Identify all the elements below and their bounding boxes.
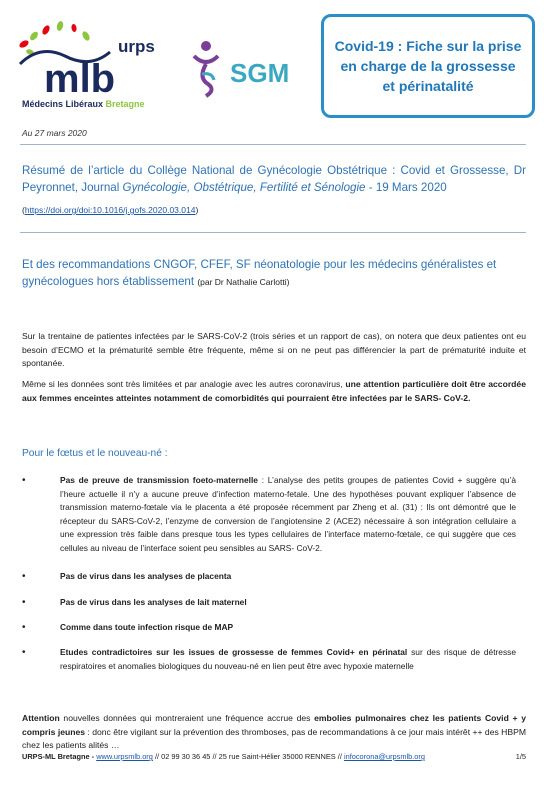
divider <box>20 232 526 233</box>
list-item: • Pas de preuve de transmission foeto-maternelle : L’analyse des petits groupes de patientes Covid + suggère qu’à l’heure actuelle il n’y a aucune preuve d’infection materno-fetale. Une des hypothèses pouvant expliquer l’absence de transmission materno-fœtale via le placenta a été proposée récemment par Zheng et al. (31) : Ils ont démontré que le récepteur du SARS-CoV-2, l’enzyme de conversion de l’angiotensine 2 (ACE2) nécessaire à son intégration cellulaire a une expression très faible dans presque tous les types cellulaires de l’interface materno-fœtale, ce qui suggère que ces cellules au niveau de l’interface soient peu sensibles au SARS- CoV-2. <box>22 475 517 553</box>
bullet-icon: • <box>22 571 26 582</box>
list-item: • Comme dans toute infection risque de MAP <box>22 622 234 633</box>
document-title-box <box>321 14 535 118</box>
divider <box>20 144 526 145</box>
list-item: • Etudes contradictoires sur les issues de grossesse de femmes Covid+ en périnatal sur des risque de détresse respiratoires et anomalies biologiques du nouveau-né en lien peut être avec hypoxie maternelle <box>22 647 516 671</box>
mlb-text: mlb <box>44 57 116 101</box>
website-link[interactable]: www.urpsmlb.org <box>96 752 153 761</box>
sgm-logo <box>188 38 318 98</box>
document-title: Covid-19 : Fiche sur la prise en charge de la grossesse et périnatalité <box>334 38 522 94</box>
author-credit: (par Dr Nathalie Carlotti) <box>197 277 290 287</box>
urps-tagline-region: Bretagne <box>105 99 145 109</box>
urps-mlb-logo <box>10 14 180 110</box>
sgm-text: SGM <box>230 58 290 88</box>
paragraph-embolism-warning: Attention nouvelles données qui montreraient une fréquence accrue des embolies pulmonaires chez les patients Covid + y compris jeunes : donc être vigilant sur la prévention des thromboses, pas de recommandations à ce jour mais intérêt ++ des HBPM chez les patients alités … <box>22 713 526 750</box>
page-number: 1/5 <box>515 752 526 761</box>
paragraph-attention-pregnant: Même si les données sont très limitées et par analogie avec les autres coronavirus, une attention particulière doit être accordée aux femmes enceintes atteintes notamment de comorbidités qui pourraient être infectées par le SARS- CoV-2. <box>22 379 526 403</box>
list-item: • Pas de virus dans les analyses de placenta <box>22 571 232 582</box>
paragraph-summary: Sur la trentaine de patientes infectées par le SARS-CoV-2 (trois séries et un rapport de cas), on notera que deux patientes ont eu besoin d’ECMO et la prématurité semble être fréquente, même si on ne peut pas différencier la part de prématurité induite et spontanée. <box>22 331 526 368</box>
list-item: • Pas de virus dans les analyses de lait maternel <box>22 597 247 608</box>
bullet-icon: • <box>22 597 26 608</box>
doi-link[interactable]: https://doi.org/doi:10.1016/j.gofs.2020.03.014 <box>24 205 196 215</box>
bullet-icon: • <box>22 622 26 633</box>
page-footer <box>22 752 526 761</box>
recommendations-title: Et des recommandations CNGOF, CFEF, SF néonatologie pour les médecins généralistes et gynécologues hors établissement (par Dr Nathalie Carlotti) <box>22 258 497 288</box>
email-link[interactable]: infocorona@urpsmlb.org <box>343 752 425 761</box>
publication-date: Au 27 mars 2020 <box>22 128 87 138</box>
journal-name: Gynécologie, Obstétrique, Fertilité et Sénologie <box>122 181 366 194</box>
doi-line: (https://doi.org/doi:10.1016/j.gofs.2020.03.014) <box>22 205 199 215</box>
bullet-icon: • <box>22 647 26 658</box>
urps-text: urps <box>118 37 155 56</box>
footer-contact: URPS-ML Bretagne - www.urpsmlb.org // 02 99 30 36 45 // 25 rue Saint-Hélier 35000 RENNES // infocorona@urpsmlb.org <box>22 752 425 761</box>
urps-tagline: Médecins Libéraux <box>22 99 106 109</box>
bullet-icon: • <box>22 475 26 486</box>
article-title: Résumé de l’article du Collège National de Gynécologie Obstétrique : Covid et Grossesse, Dr Peyronnet, Journal Gynécologie, Obstétrique, Fertilité et Sénologie - 19 Mars 2020 <box>22 164 526 194</box>
svg-text:Médecins Libéraux Bretagne <box>22 99 145 109</box>
section-heading-fetus: Pour le fœtus et le nouveau-né : <box>22 448 168 459</box>
